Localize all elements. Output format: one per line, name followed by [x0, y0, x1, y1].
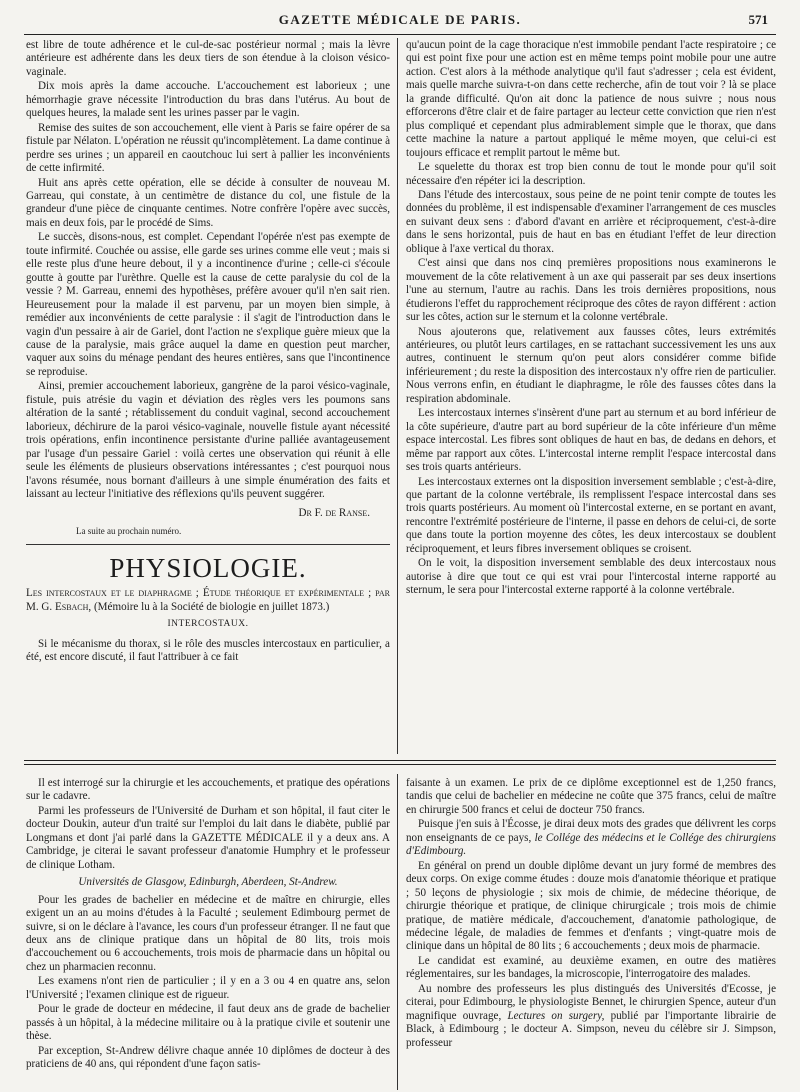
left-column — [26, 39, 390, 751]
paragraph: Les examens n'ont rien de particulier ; il y en a 3 ou 4 en quatre ans, selon l'Université ; l'examen clinique est de rigueur. — [26, 975, 390, 1001]
book-title-emphasis: Lectures on surgery, — [507, 1009, 605, 1022]
paragraph: est libre de toute adhérence et le cul-de-sac postérieur normal ; mais la lèvre antérieure est adhérente dans les deux tiers de son étendue à la cloison vésico-vaginale. — [26, 39, 390, 78]
paragraph-text: Au nombre des professeurs les plus distingués des Universités d'Ecosse, je citerai, pour Edimbourg, le physiologiste Bennet, le chirurgien Spence, auteur d'un magnifique ouvrage, — [406, 982, 776, 1022]
paragraph: On le voit, la disposition inversement semblable des deux intercostaux nous autorise à dire que tout ce qui est vrai pour l'intercostal interne rapporté au sternum, le sera pour l'intercostal externe rapporté à la colonne vertébrale. — [406, 557, 776, 597]
paragraph: qu'aucun point de la cage thoracique n'est immobile pendant l'acte respiratoire ; ce qui est point fixe pour une action est en même temps point mobile pour une autre action. C'est alors à la méthode analytique qu'il faut s'adresser ; cela est évident, mais quelle marche suivra-t-on dans cette recherche, afin de tout voir ? là se place la grande difficulté. Qu'on ait donc la patience de nous suivre ; nous nous efforcerons d'être clair et de faire partager au lecteur cette conviction que rien n'est plus compliqué et cependant plus admirablement simple que le thorax, que dans cette machine la nature a partout appliqué le même moyen, que celui-ci est toujours efficace et remplit partout le même but. — [406, 39, 776, 159]
paragraph-text: publié par l'importante librairie de Black, à Edimbourg ; le docteur A. Simpson, neveu du célèbre sir J. Simpson, professeur — [406, 1009, 776, 1049]
article-title — [26, 587, 390, 614]
paragraph: Nous ajouterons que, relativement aux fausses côtes, leurs extrémités antérieures, ou plutôt leurs cartilages, en se rattachant successivement les uns aux autres, continuent le sternum qu'on peut alors considérer comme bifide inférieurement ; du reste la disposition des intercostaux n'y offre rien de particulier. Nous verrons enfin, en étudiant le diaphragme, le rôle des fausses côtes dans la respiration abdominale. — [406, 325, 776, 405]
paragraph: Il est interrogé sur la chirurgie et les accouchements, et pratique des opérations sur le cadavre. — [26, 777, 390, 803]
page-header — [0, 12, 800, 34]
paragraph: Dans l'étude des intercostaux, sous peine de ne point tenir compte de toutes les données du problème, il est indispensable d'examiner l'arrangement de ces muscles en suivant deux sens : d'abord d'avant en arrière et réciproquement, c'est-à-dire dans le sens horizontal, puis de haut en bas en étudiant l'effet de leur direction oblique à l'axe vertical du thorax. — [406, 188, 776, 255]
column-divider-bottom — [397, 774, 398, 1090]
paragraph: En général on prend un double diplôme devant un jury formé de membres des deux corps. On exige comme études : douze mois d'anatomie théorique et pratique ; 50 leçons de physiologie ; six mois de chimie, de médecine théorique, de chirurgie théorique et pratique, de clinique chirurgicale ; trois mois de chimie pratique, de matière médicale, d'accouchement, d'anatomie pathologique, de médecine légale, de maladies de femmes et d'enfants ; vingt-quatre mois de clinique dans un hôpital de 80 lits ; 6 accouchements ; deux mois de pharmacie. — [406, 859, 776, 953]
paragraph: Le candidat est examiné, au deuxième examen, en outre des matières réglementaires, sur les bandages, la microscopie, l'interrogatoire des malades. — [406, 954, 776, 981]
paragraph: faisante à un examen. Le prix de ce diplôme exceptionnel est de 1,250 francs, tandis que celui de bachelier en médecine ne coûte que 375 francs, celui de maître en chirurgie 500 francs et celui de docteur 750 francs. — [406, 777, 776, 816]
section-rule-double — [24, 764, 776, 765]
paragraph: Pour le grade de docteur en médecine, il faut deux ans de grade de bachelier passés à un hôpital, à la médecine militaire ou à la pratique civile et soutenir une thèse. — [26, 1003, 390, 1043]
paragraph-text: Puisque j'en suis à l'Écosse, je dirai deux mots des grades que délivrent les corps non enseignants de ce pays, — [406, 818, 776, 844]
subheading: INTERCOSTAUX. — [167, 619, 249, 630]
colleges-emphasis: le Collége des médecins et le Collége des chirurgiens d'Edimbourg. — [406, 831, 776, 858]
paragraph — [406, 983, 776, 1050]
author-signature: Dr F. de Ranse. — [298, 507, 370, 520]
universities-heading: Universités de Glasgow, Edinburgh, Aberdeen, St-Andrew. — [78, 876, 338, 889]
paragraph: Les intercostaux externes ont la disposition inversement semblable ; c'est-à-dire, que partant de la colonne vertébrale, ils remplissent l'espace intercostal dans ses trois quarts postérieurs. Au moment où l'intercostal externe, en se portant en avant, rencontre l'extrémité postérieure de l'interne, il passe en dehors de celui-ci, de sorte que dans toute la portion moyenne des côtes, les deux intercostaux se doublent réciproquement, et leurs fibres inversement obliques se croisent. — [406, 475, 776, 555]
section-heading: PHYSIOLOGIE. — [109, 553, 307, 584]
paragraph: Dix mois après la dame accouche. L'accouchement est laborieux ; une hémorrhagie grave nécessite l'introduction du bras dans l'utérus. Au bout de quelques heures, la malade sent les urines passer par le vagin. — [26, 80, 390, 120]
article-author: par M. G. Esbach, — [26, 587, 390, 613]
paragraph: Les intercostaux internes s'insèrent d'une part au sternum et au bord inférieur de la côte supérieure, d'autre part au bord supérieur de la côte inférieure d'un même espace intercostal. Les fibres sont obliques de haut en bas, de dedans en dehors, et même par rapport aux côtes. L'intercostal interne remplit l'espace intercostal dans ses trois quarts antérieurs. — [406, 407, 776, 474]
article-separator — [26, 544, 390, 545]
article-title-main: Les intercostaux et le diaphragme ; Étude théorique et expérimentale ; — [26, 587, 372, 600]
paragraph: Par exception, St-Andrew délivre chaque année 10 diplômes de docteur à des praticiens de 40 ans, qui répondent d'une façon satis- — [26, 1044, 390, 1071]
section-rule — [24, 760, 776, 761]
paragraph: Huit ans après cette opération, elle se décide à consulter de nouveau M. Garreau, qui constate, à un centimètre de distance du col, une fistule de la grandeur d'une pièce de cinquante centimes. Notre confrère l'opère avec succès, mais en deux fois, par le procédé de Sims. — [26, 176, 390, 229]
header-rule — [24, 34, 776, 35]
page-number: 571 — [748, 12, 768, 27]
bottom-left-column — [26, 777, 390, 1089]
paragraph: Le squelette du thorax est trop bien connu de tout le monde pour qu'il soit nécessaire d'en répéter ici la description. — [406, 161, 776, 187]
paragraph: Si le mécanisme du thorax, si le rôle des muscles intercostaux en particulier, a été, est encore discuté, il faut l'attribuer à ce fait — [26, 637, 390, 664]
paragraph: C'est ainsi que dans nos cinq premières propositions nous examinerons le mouvement de la côte relativement à un axe qui passerait par ses deux insertions l'une au sternum, l'autre au rachis. Dans les trois dernières propositions, nous étudierons l'effet du rapprochement réciproque des côtes de rayon différent : action sur les côtes, action sur le sternum et la colonne vertébrale. — [406, 257, 776, 324]
bottom-right-column — [406, 777, 776, 1089]
paragraph: Ainsi, premier accouchement laborieux, gangrène de la paroi vésico-vaginale, fistule, puis atrésie du vagin et déviation des règles vers les poumons sans altération de la santé ; rétablissement du conduit vaginal, second accouchement laborieux, déchirure de la paroi vésico-vaginale, nouvelle fistule ayant nécessité trois opérations, enfin incontinence persistante d'urine palliée avantageusement par l'usage d'un pessaire Gariel : voilà certes une observation qui réunit à elle seule les éléments de plusieurs observations intéressantes ; c'est pourquoi nous l'avons résumée, nous bornant d'ailleurs à une simple énumération des faits et laissant au lecteur l'initiative des réflexions qu'ils peuvent suggérer. — [26, 380, 390, 500]
paragraph: Remise des suites de son accouchement, elle vient à Paris se faire opérer de sa fistule par Nélaton. L'opération ne réussit qu'incomplètement. La dame continue à perdre ses urines ; un appareil en caoutchouc lui sert à pallier les inconvénients de cette infirmité. — [26, 121, 390, 175]
right-column — [406, 39, 776, 751]
column-divider-top — [397, 38, 398, 754]
continued-note: La suite au prochain numéro. — [76, 525, 182, 536]
paragraph: Parmi les professeurs de l'Université de Durham et son hôpital, il faut citer le docteur Doukin, auteur d'un traité sur l'emploi du lait dans le diabète, publié par Longmans et dont j'ai parlé dans la GAZETTE MÉDICALE il y a deux ans. A Cambridge, je citerai le savant professeur d'anatomie Humphry et le professeur de clinique Lotham. — [26, 804, 390, 871]
journal-title: GAZETTE MÉDICALE DE PARIS. — [278, 12, 522, 27]
paragraph: Pour les grades de bachelier en médecine et de maître en chirurgie, elles exigent un an au moins d'études à la Faculté ; seulement Edimbourg permet de suivre, si on le déclare à l'avance, les cours d'un professeur étranger. Il ne faut que deux ans de clinique pratique dans un hôpital de 80 lits, trois mois d'accouchement ou 6 accouchements, trois mois de pharmacie dans un hôpital ou chez un pharmacien reconnu. — [26, 893, 390, 973]
paragraph: Le succès, disons-nous, est complet. Cependant l'opérée n'est pas exempte de toute infirmité. Couchée ou assise, elle garde ses urines comme elle veut ; mais si elle reste plus d'une heure debout, il y a incontinence d'urine ; celle-ci s'écoule goutte à goutte par l'urèthre. Quelle est la cause de cette paralysie du col de la vessie ? M. Garreau, ennemi des hypothèses, préfère avouer qu'il n'en sait rien. Heureusement pour la malade il est parvenu, par un moyen bien simple, à remédier aux inconvénients de cette paralysie : il s'agit de l'introduction dans le vagin d'un pessaire à air de Gariel, dont l'action ne s'explique guère mieux que la cause de la paralysie, mais grâce auquel la dame en question peut marcher, vaquer aux soins du ménage pendant des heures entières, sans que l'incontinence se reproduise. — [26, 231, 390, 378]
paragraph — [406, 818, 776, 858]
article-title-note: (Mémoire lu à la Société de biologie en juillet 1873.) — [91, 600, 330, 613]
